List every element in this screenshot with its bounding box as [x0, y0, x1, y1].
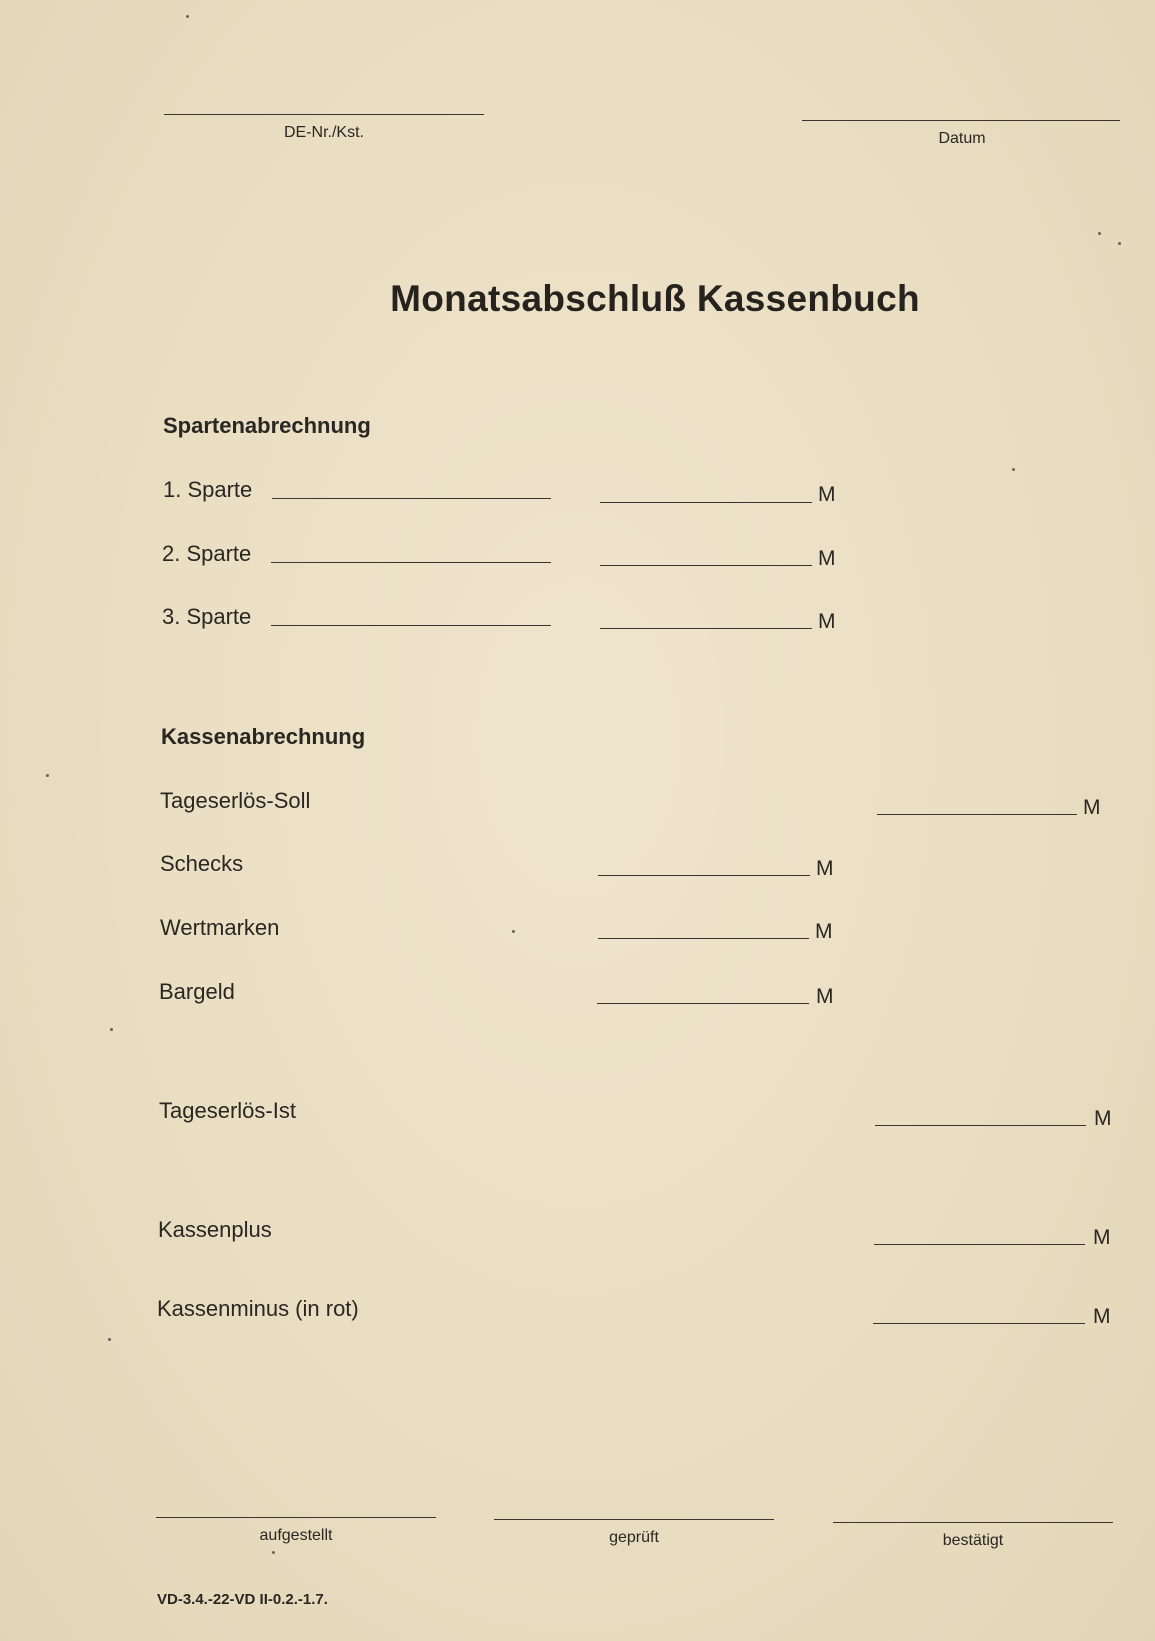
bestaetigt-caption: bestätigt — [942, 1532, 1004, 1549]
de-nr-field[interactable] — [164, 114, 484, 115]
geprueft-caption: geprüft — [609, 1529, 659, 1546]
paper-speck — [108, 1338, 111, 1341]
datum-caption: Datum — [938, 130, 986, 147]
sparte-3-name-field[interactable] — [271, 625, 551, 626]
datum-field[interactable] — [802, 120, 1120, 121]
sparte-1-amount-field[interactable] — [600, 502, 812, 503]
sparte-2-amount-field[interactable] — [600, 565, 812, 566]
sparte-2-name-field[interactable] — [271, 562, 551, 563]
schecks-field[interactable] — [598, 875, 810, 876]
sparte-2-label: 2. Sparte — [162, 541, 252, 566]
kasse-heading: Kassenabrechnung — [161, 724, 366, 749]
kassenminus-label: Kassenminus (in rot) — [157, 1296, 359, 1321]
paper-speck — [1098, 232, 1101, 235]
aufgestellt-caption: aufgestellt — [259, 1527, 333, 1544]
kassenplus-unit: M — [1093, 1226, 1111, 1249]
paper-speck — [110, 1028, 113, 1031]
kassenplus-field[interactable] — [874, 1244, 1085, 1245]
kassenminus-field[interactable] — [873, 1323, 1085, 1324]
sparte-3-unit: M — [818, 610, 836, 633]
tageserloes-ist-field[interactable] — [875, 1125, 1086, 1126]
schecks-unit: M — [816, 857, 834, 880]
paper-speck — [1118, 242, 1121, 245]
geprueft-signature-field[interactable] — [494, 1519, 774, 1520]
form-code: VD-3.4.-22-VD II-0.2.-1.7. — [157, 1591, 328, 1608]
wertmarken-label: Wertmarken — [160, 915, 280, 940]
form-title: Monatsabschluß Kassenbuch — [390, 278, 920, 319]
wertmarken-field[interactable] — [598, 938, 809, 939]
paper-speck — [46, 774, 49, 777]
sparte-1-unit: M — [818, 483, 836, 506]
bargeld-unit: M — [816, 985, 834, 1008]
kassenplus-label: Kassenplus — [158, 1217, 272, 1242]
kassenminus-unit: M — [1093, 1305, 1111, 1328]
sparte-1-label: 1. Sparte — [163, 477, 253, 502]
tageserloes-soll-label: Tageserlös-Soll — [160, 788, 311, 813]
sparten-heading: Spartenabrechnung — [163, 413, 371, 438]
sparte-2-unit: M — [818, 547, 836, 570]
schecks-label: Schecks — [160, 851, 244, 876]
tageserloes-soll-field[interactable] — [877, 814, 1077, 815]
de-nr-caption: DE-Nr./Kst. — [283, 124, 364, 141]
wertmarken-unit: M — [815, 920, 833, 943]
paper-speck — [186, 15, 189, 18]
tageserloes-ist-label: Tageserlös-Ist — [159, 1098, 296, 1123]
tageserloes-ist-unit: M — [1094, 1107, 1112, 1130]
tageserloes-soll-unit: M — [1083, 796, 1101, 819]
bestaetigt-signature-field[interactable] — [833, 1522, 1113, 1523]
paper-speck — [1012, 468, 1015, 471]
sparte-3-amount-field[interactable] — [600, 628, 812, 629]
paper-speck — [272, 1551, 275, 1554]
bargeld-label: Bargeld — [159, 979, 235, 1004]
bargeld-field[interactable] — [597, 1003, 809, 1004]
paper-speck — [512, 930, 515, 933]
aufgestellt-signature-field[interactable] — [156, 1517, 436, 1518]
sparte-3-label: 3. Sparte — [162, 604, 252, 629]
sparte-1-name-field[interactable] — [272, 498, 551, 499]
